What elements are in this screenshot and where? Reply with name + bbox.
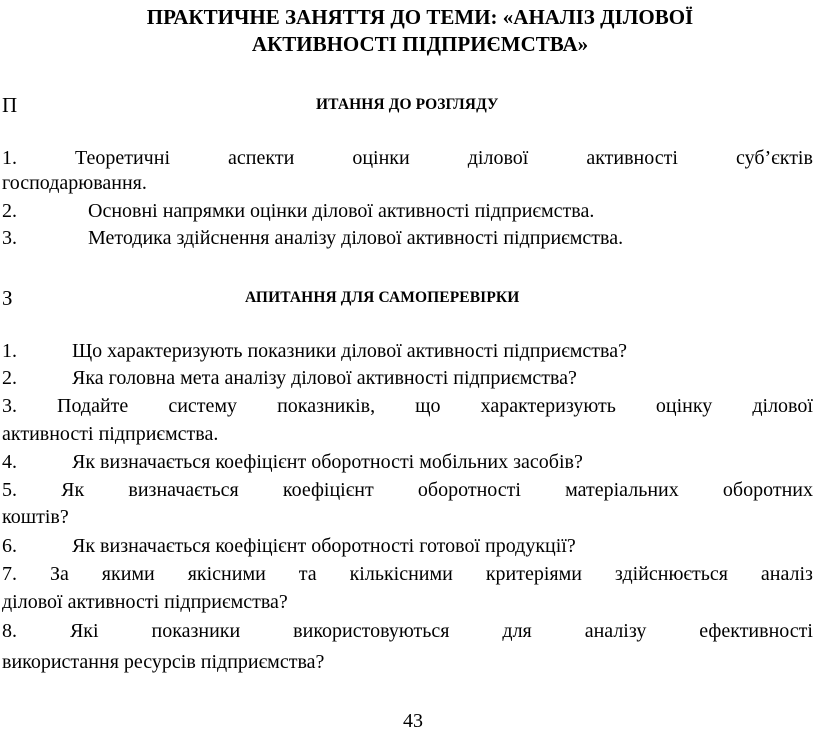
word: аналізу <box>584 620 647 642</box>
word: характеризують <box>480 395 616 417</box>
word: суб’єктів <box>735 147 813 169</box>
item-number: 3. <box>2 227 17 249</box>
page-title-line-2: АКТИВНОСТІ ПІДПРИЄМСТВА» <box>251 32 589 56</box>
item-number: 1. <box>2 147 17 169</box>
item-text: Основні напрямки оцінки ділової активності підприємства. <box>88 200 595 222</box>
item-text: Як визначається коефіцієнт оборотності готової продукції? <box>72 535 576 557</box>
word: показників, <box>277 395 376 417</box>
word: оборотності <box>417 479 521 501</box>
item-text-continued: господарювання. <box>2 172 147 194</box>
item-number: 2. <box>2 200 17 222</box>
item-number: 4. <box>2 451 17 473</box>
question-item <box>2 618 813 644</box>
word: Які <box>69 620 99 642</box>
item-text-continued: коштів? <box>2 506 69 528</box>
word: для <box>502 620 532 642</box>
word: оцінки <box>352 147 410 169</box>
word: ділової <box>752 395 813 417</box>
page-title-line-1: ПРАКТИЧНЕ ЗАНЯТТЯ ДО ТЕМИ: «АНАЛІЗ ДІЛОВОЇ <box>146 5 694 29</box>
word: Як <box>61 479 85 501</box>
word: якісними <box>187 563 266 585</box>
item-number: 1. <box>2 340 17 362</box>
word: критеріями <box>485 563 582 585</box>
section-2-heading: АПИТАННЯ ДЛЯ САМОПЕРЕВІРКИ <box>245 289 520 306</box>
word: та <box>298 563 317 585</box>
question-item <box>2 225 813 251</box>
question-item <box>2 338 813 364</box>
word: ділової <box>467 147 529 169</box>
item-text: Як визначається коефіцієнт оборотності мобільних засобів? <box>72 451 583 473</box>
word: показники <box>151 620 241 642</box>
word: ефективності <box>699 620 813 642</box>
question-item <box>2 477 813 503</box>
question-item <box>2 198 813 224</box>
item-number: 7. <box>2 563 17 585</box>
word: Подайте <box>57 395 129 417</box>
item-text: Яка головна мета аналізу ділової активності підприємства? <box>72 367 577 389</box>
word: якими <box>101 563 155 585</box>
item-number: 8. <box>2 620 17 642</box>
word: активності <box>586 147 678 169</box>
word: використовуються <box>293 620 450 642</box>
item-text-continued: використання ресурсів підприємства? <box>2 651 325 673</box>
question-item <box>2 561 813 587</box>
item-text: Методика здійснення аналізу ділової активності підприємства. <box>88 227 624 249</box>
question-item <box>2 365 813 391</box>
section-1-initial: П <box>2 93 18 117</box>
item-number: 6. <box>2 535 17 557</box>
question-item <box>2 449 813 475</box>
question-item <box>2 393 813 419</box>
item-number: 3. <box>2 395 17 417</box>
word: кількісними <box>349 563 453 585</box>
word: матеріальних <box>565 479 679 501</box>
section-1-heading: ИТАННЯ ДО РОЗГЛЯДУ <box>316 96 499 113</box>
section-2-initial: З <box>2 286 13 310</box>
item-text-continued: ділової активності підприємства? <box>2 591 288 613</box>
item-number: 2. <box>2 367 17 389</box>
word: систему <box>168 395 238 417</box>
word: аспекти <box>228 147 295 169</box>
word: аналіз <box>760 563 813 585</box>
question-item <box>2 533 813 559</box>
item-text: Що характеризують показники ділової активності підприємства? <box>72 340 627 362</box>
item-number: 5. <box>2 479 17 501</box>
word: коефіцієнт <box>282 479 374 501</box>
word: Теоретичні <box>75 147 171 169</box>
word: визначається <box>128 479 239 501</box>
item-text-continued: активності підприємства. <box>2 423 219 445</box>
word: здійснюється <box>614 563 728 585</box>
word: оцінку <box>655 395 713 417</box>
page-number: 43 <box>403 710 423 732</box>
word: що <box>415 395 441 417</box>
question-item <box>2 145 813 171</box>
word: За <box>49 563 69 585</box>
word: оборотних <box>722 479 813 501</box>
